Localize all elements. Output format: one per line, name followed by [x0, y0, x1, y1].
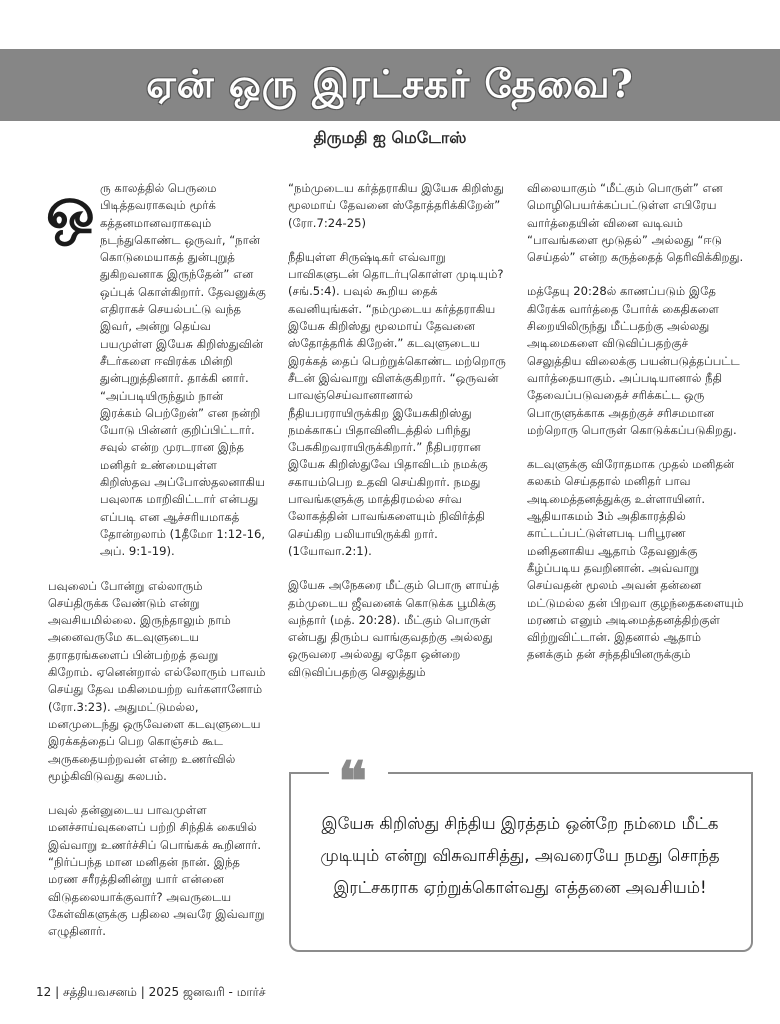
paragraph: மத்தேயு 20:28ல் காணப்படும் இதே கிரேக்க வார்த்தை போர்க் கைதிகளை சிறையிலிருந்து மீட்பதற்கு அல்லது அடிமைகளை விடுவிப்பதற்குச் செலுத்திய விலைக்கு பயன்படுத்தப்பட்ட வார்த்தையாகும். அப்படியானால் நீதி தேவைப்படுவதைச் சரிக்கட்ட ஒரு பொருளுக்காக அதற்குச் சரிசமமான மற்றொரு பொருள் கொடுக்கப்படுகிறது. [527, 284, 740, 437]
pull-quote-border-left [289, 772, 329, 774]
quote-mark-icon: ❝ [338, 749, 368, 813]
pull-quote-border-right [388, 772, 751, 774]
paragraph: இயேசு அநேகரை மீட்கும் பொரு ளாய்த் தம்முடைய ஜீவனைக் கொடுக்க பூமிக்கு வந்தார் (மத். 20:28). மீட்கும் பொருள் என்பது திரும்ப வாங்குவதற்கு அல்லது ஒருவரை அல்லது ஏதோ ஒன்றை விடுவிப்பதற்கு செலுத்தும் [288, 578, 500, 679]
pull-quote-text: இயேசு கிறிஸ்து சிந்திய இரத்தம் ஒன்றே நம்மை மீட்க முடியும் என்று விசுவாசித்து, அவரையே நமது சொந்த இரட்சகராக ஏற்றுக்கொள்வது எத்தனை அவசியம்! [320, 814, 720, 897]
author-byline: திருமதி ஐ மெடோஸ் [313, 128, 467, 147]
paragraph: பவுலைப் போன்று எல்லாரும் செய்திருக்க வேண்டும் என்று அவசியமில்லை. இருந்தாலும் நாம் அனைவருமே கடவுளுடைய தராதரங்களைப் பின்பற்றத் தவறு கிறோம். ஏனென்றால் எல்லோரும் பாவம் செய்து தேவ மகிமையற்ற வர்களானோம் (ரோ.3:23). அதுமட்டுமல்ல, மனமுடைந்து ஒருவேளை கடவுளுடைய இரக்கத்தைப் பெற கொஞ்சம் கூட அருகதையற்றவன் என்ற உணர்வில் மூழ்கிவிடுவது சுலபம். [48, 578, 266, 783]
paragraph: பவுல் தன்னுடைய பாவமுள்ள மனச்சாய்வுகளைப் பற்றி சிந்திக் கையில் இவ்வாறு உணர்ச்சிப் பொங்கக் கூறினார். “நிர்ப்பந்த மான மனிதன் நான். இந்த மரண சரீரத்தினின்று யார் என்னை விடுதலையாக்குவார்? அவருடைய கேள்விகளுக்கு பதிலை அவரே இவ்வாறு எழுதினார். [48, 803, 265, 939]
page-footer: 12 | சத்தியவசனம் | 2025 ஜனவரி - மார்ச் [36, 985, 266, 999]
page-title: ஏன் ஒரு இரட்சகர் தேவை? [146, 61, 634, 106]
paragraph: விலையாகும் “மீட்கும் பொருள்” என மொழிபெயர்க்கப்பட்டுள்ள எபிரேய வார்த்தையின் வினை வடிவம் “பாவங்களை மூடுதல்” அல்லது “ஈடு செய்தல்” என்ற கருத்தைத் தெரிவிக்கிறது. [527, 181, 744, 265]
article-column-3 [527, 180, 745, 681]
paragraph: நீதியுள்ள சிருஷ்டிகர் எவ்வாறு பாவிகளுடன் தொடர்புகொள்ள முடியும்? (சங்.5:4). பவுல் கூறிய தைக் கவனியுங்கள். “நம்முடைய கர்த்தராகிய இயேசு கிறிஸ்து மூலமாய் தேவனை ஸ்தோத்தரிக் கிறேன்.” கடவுளுடைய இரக்கத் தைப் பெற்றுக்கொண்ட மற்றொரு சீடன் இவ்வாறு விளக்குகிறார். “ஒருவன் பாவஞ்செய்வானானால் நீதியபரராயிருக்கிற இயேசுகிறிஸ்து நமக்காகப் பிதாவினிடத்தில் பரிந்து பேசுகிறவராயிருக்கிறார்.” நீதிபரரான இயேசு கிறிஸ்துவே பிதாவிடம் நமக்கு சகாயம்பெற உதவி செய்கிறார். நமது பாவங்களுக்கு மாத்திரமல்ல சர்வ லோகத்தின் பாவங்களையும் நிவிர்த்தி செய்கிற பலியாயிருக்கி றார்.(1யோவா.2:1). [288, 249, 506, 558]
article-column-1 [46, 174, 266, 957]
drop-cap: ஒ [46, 174, 95, 242]
article-column-2 [288, 180, 506, 698]
paragraph: “நம்முடைய கர்த்தராகிய இயேசு கிறிஸ்து மூலமாய் தேவனை ஸ்தோத்தரிக்கிறேன்” (ரோ.7:24-25) [288, 181, 504, 230]
paragraph: ரு காலத்தில் பெருமை பிடித்தவராகவும் மூர்க் கத்தனமானவராகவும் நடந்துகொண்ட ஒருவர், “நான் கொடுமையாகத் துன்புறுத் துகிறவனாக இருந்தேன்” என ஒப்புக் கொள்கிறார். தேவனுக்கு எதிராகச் செயல்பட்டு வந்த இவர், அன்று தெய்வ பயமுள்ள இயேசு கிறிஸ்துவின் சீடர்களை ஈவிரக்க மின்றி துன்புறுத்தினார். தாக்கி னார். “அப்படியிருந்தும் நான் இரக்கம் பெற்றேன்” என நன்றி யோடு பின்னர் குறிப்பிட்டார். சவுல் என்ற முரடரான இந்த மனிதர் உண்மையுள்ள கிறிஸ்தவ அப்போஸ்தலனாகிய பவுலாக மாறிவிட்டார் என்பது எப்படி என ஆச்சரியமாகத் தோன்றலாம் (1தீமோ 1:12-16, அப். 9:1-19). [100, 181, 266, 559]
paragraph: கடவுளுக்கு விரோதமாக முதல் மனிதன் கலகம் செய்ததால் மனிதர் பாவ அடிமைத்தனத்துக்கு உள்ளாயினர். ஆதியாகமம் 3ம் அதிகாரத்தில் காட்டப்பட்டுள்ளபடி பரிபூரண மனிதனாகிய ஆதாம் தேவனுக்கு கீழ்ப்படிய தவறினான். அவ்வாறு செய்வதன் மூலம் அவன் தன்னை மட்டுமல்ல தன் பிறவா குழந்தைகளையும் மரணம் எனும் அடிமைத்தனத்திற்குள் விற்றுவிட்டான். இதனால் ஆதாம் தனக்கும் தன் சந்ததியினருக்கும் [527, 457, 744, 662]
